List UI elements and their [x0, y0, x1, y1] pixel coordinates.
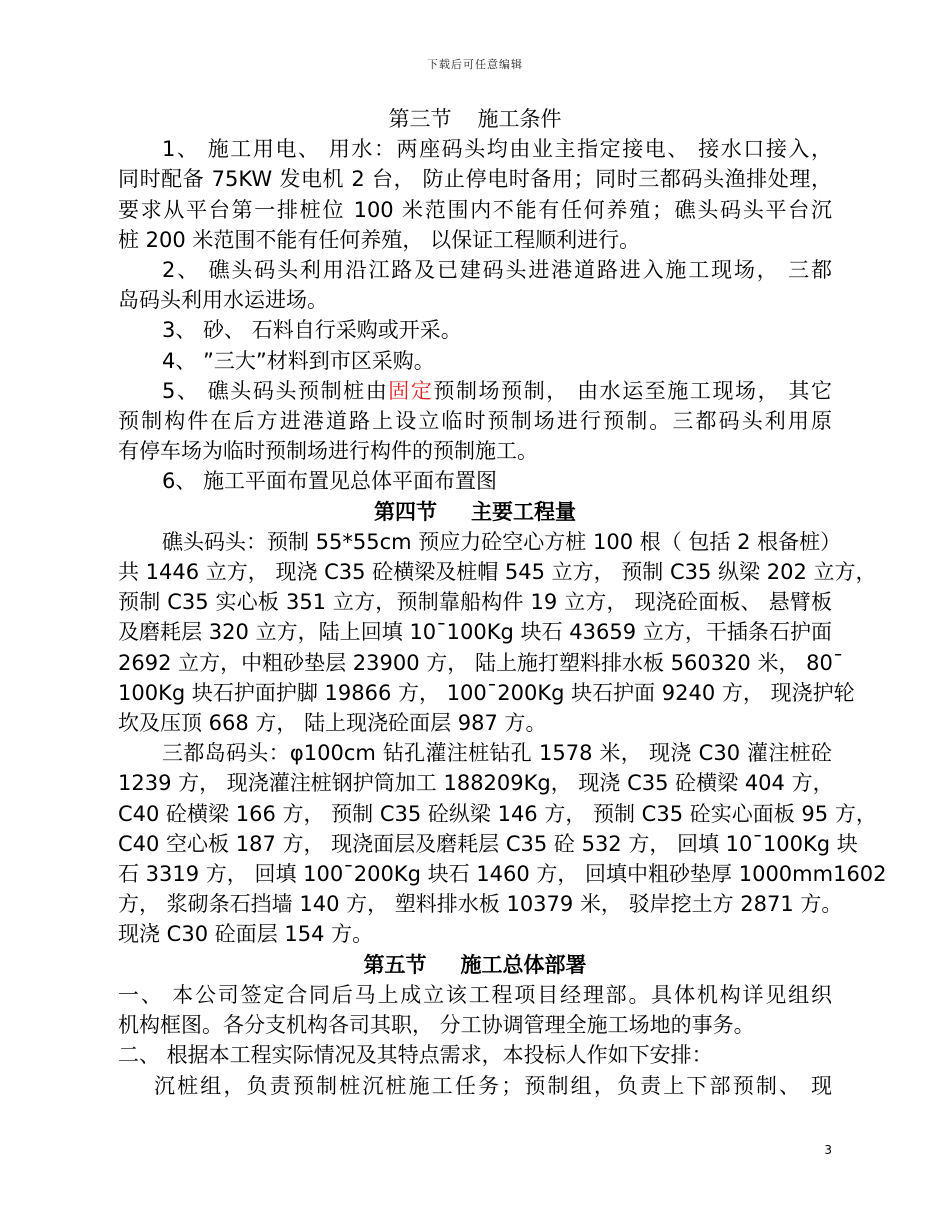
- paragraph-line: 机构框图。各分支机构各司其职， 分工协调管理全施工场地的事务。: [118, 1013, 755, 1038]
- paragraph-line: 3、 砂、 石料自行采购或开采。: [162, 318, 462, 343]
- paragraph-line: 礁头码头：预制 55*55cm 预应力砼空心方桩 100 根（ 包括 2 根备桩）: [162, 529, 842, 554]
- item5-text-post: 预制场预制， 由水运至施工现场， 其它: [433, 378, 832, 403]
- paragraph-line: 2、 礁头码头利用沿江路及已建码头进港道路进入施工现场， 三都: [162, 258, 832, 283]
- paragraph-line: 100Kg 块石护面护脚 19866 方， 100¯200Kg 块石护面 9240 方， 现浇护轮: [118, 680, 855, 705]
- paragraph-line: 6、 施工平面布置见总体平面布置图: [162, 469, 498, 494]
- paragraph-line: 坎及压顶 668 方， 陆上现浇砼面层 987 方。: [118, 711, 547, 736]
- document-body: [118, 104, 887, 1101]
- paragraph-line: 4、 ”三大”材料到市区采购。: [162, 348, 435, 373]
- paragraph-line: 及磨耗层 320 立方，陆上回填 10¯100Kg 块石 43659 立方，干插条石护面: [118, 620, 832, 645]
- paragraph-line: 1239 方， 现浇灌注桩钢护筒加工 188209Kg， 现浇 C35 砼横梁 404 方，: [118, 771, 834, 796]
- paragraph-line: 要求从平台第一排桩位 100 米范围内不能有任何养殖；礁头码头平台沉: [118, 197, 832, 222]
- section-4-title: [118, 497, 832, 527]
- section-5-title: [118, 950, 832, 980]
- section-3-title: [118, 104, 832, 134]
- section-3-name: 施工条件: [477, 107, 562, 131]
- page-header: 下载后可任意编辑: [427, 58, 523, 71]
- paragraph-line: 有停车场为临时预制场进行构件的预制施工。: [118, 439, 538, 464]
- paragraph-line: 沉桩组，负责预制桩沉桩施工任务；预制组，负责上下部预制、 现: [154, 1073, 832, 1098]
- paragraph-line: 现浇 C30 砼面层 154 方。: [118, 922, 374, 947]
- paragraph-line: 岛码头利用水运进场。: [118, 288, 328, 313]
- section-4-number: 第四节: [374, 499, 437, 524]
- paragraph-line: 共 1446 立方， 现浇 C35 砼横梁及桩帽 545 立方， 预制 C35 纵梁 202 立方，: [118, 560, 877, 585]
- paragraph-line: 1、 施工用电、 用水：两座码头均由业主指定接电、 接水口接入，: [162, 137, 832, 162]
- section-5-name: 施工总体部署: [460, 952, 587, 977]
- paragraph-line: C40 空心板 187 方， 现浇面层及磨耗层 C35 砼 532 方， 回填 10¯100Kg 块: [118, 831, 858, 856]
- section-5-number: 第五节: [363, 952, 427, 977]
- section-4-name: 主要工程量: [471, 499, 576, 524]
- paragraph-line: 桩 200 米范围不能有任何养殖， 以保证工程顺利进行。: [118, 227, 641, 252]
- paragraph-line: 二、 根据本工程实际情况及其特点需求，本投标人作如下安排：: [118, 1043, 713, 1068]
- paragraph-line: 预制 C35 实心板 351 立方，预制靠船构件 19 立方， 现浇砼面板、 悬臂板: [118, 590, 832, 615]
- page-number: 3: [824, 1143, 832, 1157]
- item5-highlight: 固定: [388, 378, 434, 403]
- paragraph-line: C40 砼横梁 166 方， 预制 C35 砼纵梁 146 方， 预制 C35 砼实心面板 95 方，: [118, 801, 877, 826]
- paragraph-line: [118, 376, 832, 406]
- paragraph-line: 同时配备 75KW 发电机 2 台， 防止停电时备用；同时三都码头渔排处理，: [118, 167, 832, 192]
- paragraph-line: 三都岛码头：φ100cm 钻孔灌注桩钻孔 1578 米， 现浇 C30 灌注桩砼: [162, 741, 832, 766]
- item5-text-pre: 5、 礁头码头预制桩由: [162, 378, 389, 403]
- paragraph-line: 一、 本公司签定合同后马上成立该工程项目经理部。具体机构详见组织: [118, 982, 832, 1007]
- paragraph-line: 方， 浆砌条石挡墙 140 方， 塑料排水板 10379 米， 驳岸挖土方 2871 方。: [118, 892, 843, 917]
- paragraph-line: 2692 立方，中粗砂垫层 23900 方， 陆上施打塑料排水板 560320 米， 80¯: [118, 650, 844, 675]
- paragraph-line: 预制构件在后方进港道路上设立临时预制场进行预制。三都码头利用原: [118, 409, 832, 434]
- section-3-number: 第三节: [388, 107, 452, 131]
- paragraph-line: 石 3319 方， 回填 100¯200Kg 块石 1460 方， 回填中粗砂垫厚 1000mm1602: [118, 862, 887, 887]
